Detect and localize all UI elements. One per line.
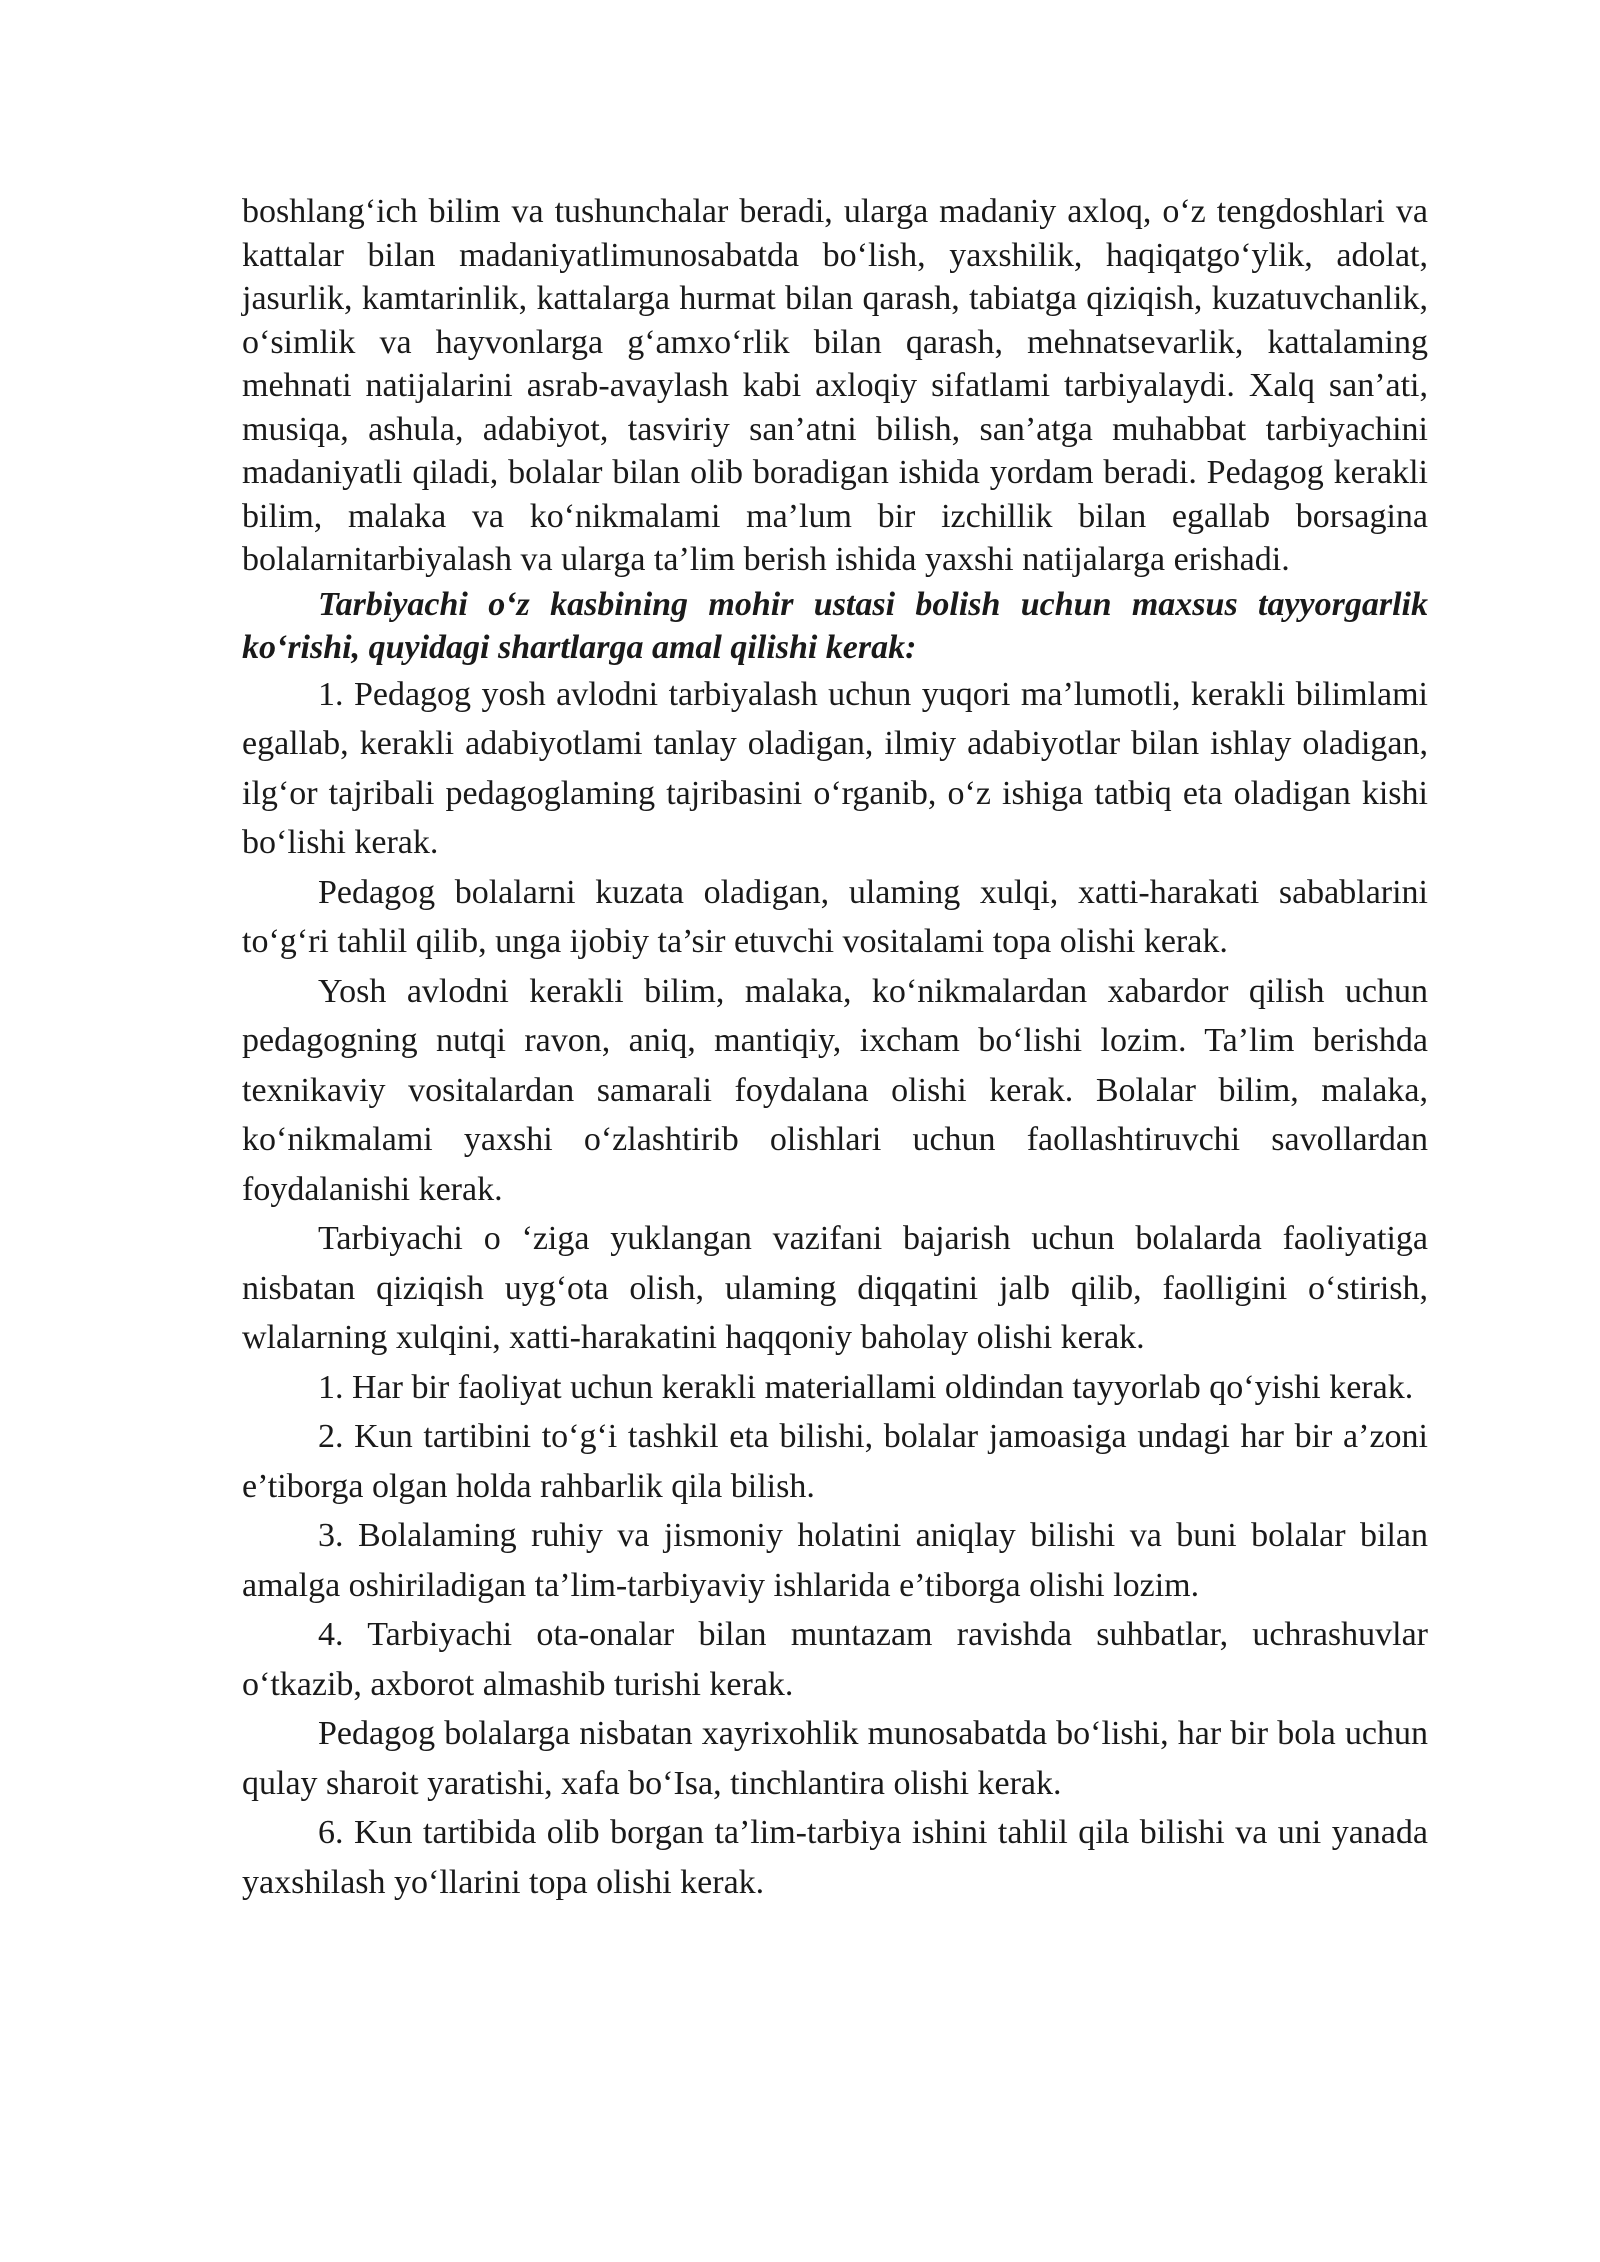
paragraph-goodwill: Pedagog bolalarga nisbatan xayrixohlik munosabatda bo‘lishi, har bir bola uchun qulay sharoit yaratishi, xafa bo‘Isa, tinchlantira olishi kerak.: [242, 1715, 1428, 1802]
paragraph-observation: Pedagog bolalarni kuzata oladigan, ulaming xulqi, xatti-harakati sabablarini to‘g‘ri tahlil qilib, unga ijobiy ta’sir etuvchi vositalami topa olishi kerak.: [242, 873, 1428, 960]
section-heading: Tarbiyachi o‘z kasbining mohir ustasi bolish uchun maxsus tayyorgarlik ko‘rishi, quyidagi shartlarga amal qilishi kerak:: [242, 585, 1428, 666]
paragraph-duties: Tarbiyachi o ‘ziga yuklangan vazifani bajarish uchun bolalarda faoliyatiga nisbatan qiziqish uyg‘ota olish, ulaming diqqatini jalb qilib, faolligini o‘stirish, wlalarning xulqini, xatti-harakatini haqqoniy baholay olishi kerak.: [242, 1220, 1428, 1356]
list-item-3: 3. Bolalaming ruhiy va jismoniy holatini aniqlay bilishi va buni bolalar bilan amalga oshiriladigan ta’lim-tarbiyaviy ishlarida e’tiborga olishi lozim.: [242, 1517, 1428, 1604]
paragraph-speech: Yosh avlodni kerakli bilim, malaka, ko‘nikmalardan xabardor qilish uchun pedagogning nutqi ravon, aniq, mantiqiy, ixcham bo‘lishi lozim. Ta’lim berishda texnikaviy vositalardan samarali foydalana olishi kerak. Bolalar bilim, malaka, ko‘nikmalami yaxshi o‘zlashtirib olishlari uchun faollashtiruvchi savollardan foydalanishi kerak.: [242, 972, 1428, 1208]
list-item-2: 2. Kun tartibini to‘g‘i tashkil eta bilishi, bolalar jamoasiga undagi har bir a’zoni e’tiborga olgan holda rahbarlik qila bilish.: [242, 1418, 1428, 1505]
paragraph-requirement-1: 1. Pedagog yosh avlodni tarbiyalash uchun yuqori ma’lumotli, kerakli bilimlami egallab, kerakli adabiyotlami tanlay oladigan, ilmiy adabiyotlar bilan ishlay oladigan, ilg‘or tajribali pedagoglaming tajribasini o‘rganib, o‘z ishiga tatbiq eta oladigan kishi bo‘lishi kerak.: [242, 675, 1428, 861]
list-item-6: 6. Kun tartibida olib borgan ta’lim-tarbiya ishini tahlil qila bilishi va uni yanada yaxshilash yo‘llarini topa olishi kerak.: [242, 1814, 1428, 1901]
document-body: [242, 190, 1428, 1907]
list-item-4: 4. Tarbiyachi ota-onalar bilan muntazam ravishda suhbatlar, uchrashuvlar o‘tkazib, axborot almashib turishi kerak.: [242, 1616, 1428, 1703]
list-item-1: 1. Har bir faoliyat uchun kerakli materiallami oldindan tayyorlab qo‘yishi kerak.: [318, 1368, 1414, 1406]
paragraph-continuation: boshlang‘ich bilim va tushunchalar beradi, ularga madaniy axloq, o‘z tengdoshlari va kattalar bilan madaniyatlimunosabatda bo‘lish, yaxshilik, haqiqatgo‘ylik, adolat, jasurlik, kamtarinlik, kattalarga hurmat bilan qarash, tabiatga qiziqish, kuzatuvchanlik, o‘simlik va hayvonlarga g‘amxo‘rlik bilan qarash, mehnatsevarlik, kattalaming mehnati natijalarini asrab-avaylash kabi axloqiy sifatlami tarbiyalaydi. Xalq san’ati, musiqa, ashula, adabiyot, tasviriy san’atni bilish, san’atga muhabbat tarbiyachini madaniyatli qiladi, bolalar bilan olib boradigan ishida yordam beradi. Pedagog kerakli bilim, malaka va ko‘nikmalami ma’lum bir izchillik bilan egallab borsagina bolalarnitarbiyalash va ularga ta’lim berish ishida yaxshi natijalarga erishadi.: [242, 193, 1428, 578]
